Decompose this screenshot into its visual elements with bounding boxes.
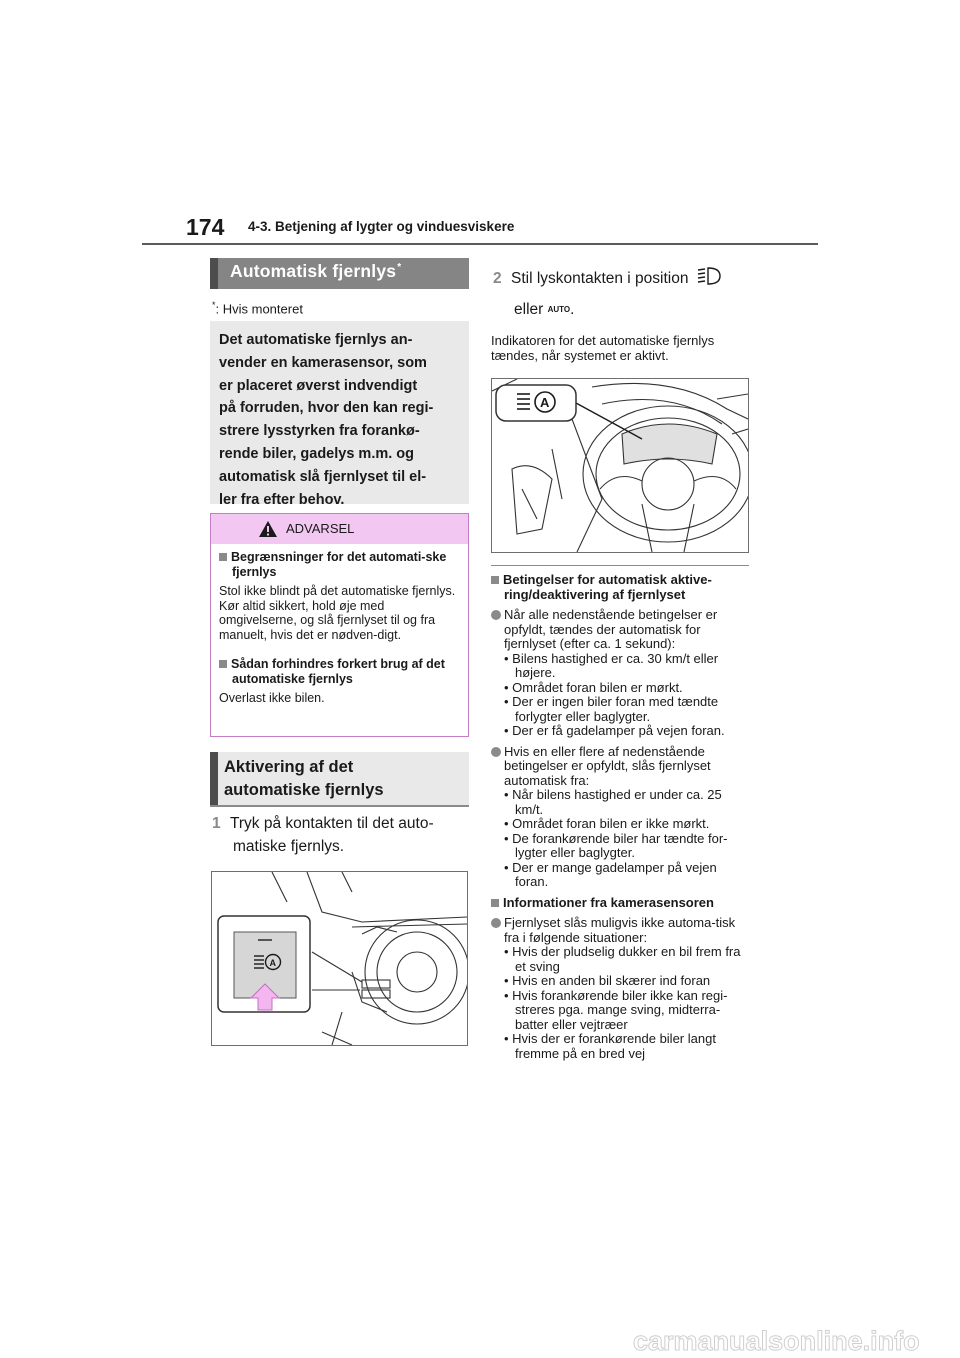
svg-text:A: A [269, 958, 276, 968]
warning-item-heading: Begrænsninger for det automati-ske fjernlys [219, 550, 464, 579]
intro-line: på forruden, hvor den kan regi- [219, 400, 434, 417]
page-number: 174 [186, 214, 225, 240]
svg-text:A: A [540, 395, 550, 410]
section-title: 4-3. Betjening af lygter og vinduesviskere [248, 219, 515, 234]
heading-automatic-high-beam: Automatisk fjernlys* [210, 258, 469, 289]
block-sub-item: • Området foran bilen er mørkt. [504, 679, 683, 695]
block-heading: Betingelser for automatisk aktive-ring/deaktivering af fjernlyset [491, 573, 751, 602]
intro-line: automatisk slå fjernlyset til el- [219, 468, 427, 485]
intro-line: Det automatiske fjernlys an- [219, 332, 413, 348]
block-sub-item: • Hvis en anden bil skærer ind foran [504, 973, 711, 988]
block-circle-item: Når alle nedenstående betingelser er opfyldt, tændes der automatisk for fjernlyset (efter ca. 1 sekund): [491, 608, 751, 652]
block-sub-item: • Der er mange gadelamper på vejen foran. [504, 859, 717, 889]
intro-line: strere lysstyrken fra forankø- [219, 423, 420, 440]
block-sub-item: • Der er få gadelamper på vejen foran. [504, 723, 725, 738]
indicator-text: Indikatoren for det automatiske fjernlys tændes, når systemet er aktivt. [491, 333, 715, 363]
block-sub-item: • Når bilens hastighed er under ca. 25 km/t. [504, 787, 722, 817]
intro-line: er placeret øverst indvendigt [219, 377, 418, 394]
warning-item-heading: Sådan forhindres forkert brug af det automatiske fjernlys [219, 657, 464, 686]
step-1: 1 Tryk på kontakten til det auto- matiske fjernlys. [212, 815, 434, 855]
block-sub-item: • Området foran bilen er ikke mørkt. [504, 816, 710, 831]
block-circle-item: Fjernlyset slås muligvis ikke automa-tisk fra i følgende situationer: [491, 916, 751, 945]
block-sub-item: • Der er ingen biler foran med tændte forlygter eller baglygter. [504, 694, 719, 724]
watermark-text: carmanualsonline.info [633, 1326, 920, 1356]
intro-line: rende biler, gadelys m.m. og [219, 445, 415, 462]
warning-item-body: Overlast ikke bilen. [219, 691, 325, 705]
warning-item-body: Stol ikke blindt på det automatiske fjernlys. Kør altid sikkert, hold øje med omgivelserne, og slå fjernlyset til og fra manuelt, hvis det er nødven-digt. [219, 584, 456, 642]
block-sub-item: • Hvis forankørende biler ikke kan regi-streres pga. mange sving, midterra-batter eller vejtræer [504, 987, 728, 1032]
block-sub-item: • De forankørende biler har tændte for-lygter eller baglygter. [504, 830, 728, 860]
block-sub-item: • Hvis der pludselig dukker en bil frem fra et sving [504, 944, 741, 974]
intro-line: ler fra efter behov. [219, 491, 345, 508]
step-2: 2 Stil lyskontakten i position eller AUTO. [493, 265, 763, 321]
intro-line: vender en kamerasensor, som [219, 354, 427, 371]
block-circle-item: Hvis en eller flere af nedenstående betingelser er opfyldt, slås fjernlyset automatisk fra: [491, 745, 751, 789]
footnote: *: Hvis monteret [212, 300, 303, 317]
block-sub-item: • Hvis der er forankørende biler langt fremme på en bred vej [504, 1031, 716, 1061]
auto-label: AUTO [547, 305, 571, 314]
block-sub-item: • Bilens hastighed er ca. 30 km/t eller højere. [504, 650, 719, 680]
block-heading: Informationer fra kamerasensoren [491, 896, 751, 911]
heading-activation: Aktivering af det automatiske fjernlys [210, 752, 469, 805]
warning-title: ADVARSEL [286, 521, 355, 536]
